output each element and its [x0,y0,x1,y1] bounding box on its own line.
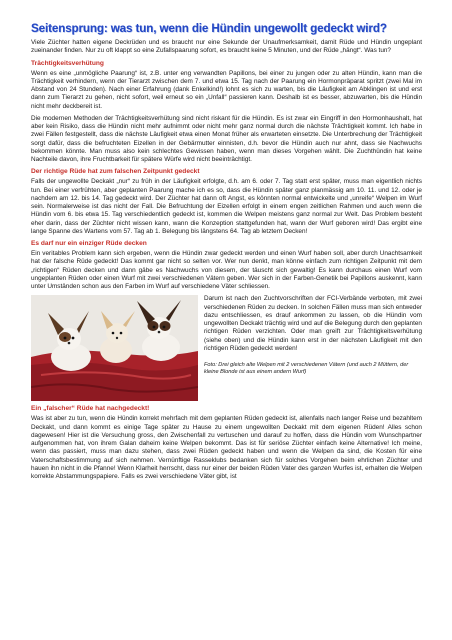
section-heading-ein-ruede: Es darf nur ein einziger Rüde decken [31,240,147,247]
intro-paragraph: Viele Züchter hatten eigene Deckrüden und es braucht nur eine Sekunde der Unaufmerksamkeit, damit Rüde und Hündin ungeplant zueinander finden. Nur zu oft klappt so eine Zufallspaarung sofort, es braucht keine 5 Minuten, und der Rüde „hängt“. Was tun? [31,39,422,55]
puppies-illustration [31,295,198,401]
section-paragraph: Wenn es eine „unmögliche Paarung“ ist, z.B. unter eng verwandten Papillons, bei einer zu jungen oder zu alten Hündin, kann man die Trächtigkeit verhindern, wenn der Tierarzt zwischen dem 7. und etwa 15. Tag nach der Paarung ein Hormonpräparat spritzt (zwei Mal im Abstand von 24 Stunden). Nach einer Erfahrung (dank Enkelkind!) lohnt es sich zu warten, bis die Läufigkeit am Abklingen ist und erst dann zum Tierarzt zu gehen, nicht sofort, weil erneut so ein „Unfall“ passieren kann. Deshalb ist es besser, abzuwarten, bis die Hündin nicht mehr deckbereit ist. [31,69,422,110]
section-heading-nachgedeckt: Ein „falscher“ Rüde hat nachgedeckt! [31,405,150,413]
section-heading-zeitpunkt: Der richtige Rüde hat zum falschen Zeitpunkt gedeckt [31,168,200,176]
section-paragraph: Was ist aber zu tun, wenn die Hündin korrekt mehrfach mit dem geplanten Rüden gedeckt ist, allenfalls nach langer Reise und bezahltem Deckakt, und dann kommt es einige Tage später zu Hause zu einem ungewollten Deckakt mit dem eigenen Rüden! Alles schon dagewesen! Hier ist die Versuchung gross, den Zwischenfall zu vertuschen und darauf zu hoffen, dass die Hündin vom Wunschpartner aufgenommen hat, von ihrem Galan daheim keine Welpen bekommt. Das ist für seriöse Züchter einfach keine Alternative! Ich meine, wenn das passiert, muss man dazu stehen, dass zwei Rüden gedeckt haben und wenn die Welpen da sind, die Kosten für eine Vaterschaftsbestimmung auf sich nehmen. Vernünftige Rasseklubs bedanken sich für solches Vorgehen beim ehrlichen Züchter und hauen ihn nicht in die Pfanne! Wenn Klarheit herrscht, dass nur einer der beiden Rüden Vater des ganzen Wurfes ist, erhalten die Welpen korrekte Abstammungspapiere. Falls es zwei verschiedene Väter gibt, ist [31,415,422,480]
page-title: Seitensprung: was tun, wenn die Hündin ungewollt gedeckt wird? [31,22,387,35]
photo-side-text: Darum ist nach den Zuchtvorschriften der FCI-Verbände verboten, mit zwei verschiedenen Rüden zu decken. In solchen Fällen muss man sich entweder dazu entschliessen, es drauf ankommen zu lassen, ob die Hündin vom ungewollten Deckakt trächtig wird und auf die Belegung durch den geplanten richtigen Rüden verzichten. Oder man greift zur Trächtigkeitsverhütung (siehe oben) und die Hündin kann erst in der nächsten Läufigkeit mit den richtigen Rüden gedeckt werden! [204,295,422,352]
section-paragraph: Falls der ungewollte Deckakt „nur“ zu früh in der Läufigkeit erfolgte, d.h. am 6. oder 7. Tag statt erst später, muss man eigentlich nichts tun. Bei einer verfrühten, aber geplanten Paarung mache ich es so, dass die Hündin später ganz planmässig am 10. 11. und 12. oder je nachdem am 12. bis 14. Tag gedeckt wird. Der Züchter hat dann oft Angst, es könnten normal entwickelte und „unreife“ Welpen im Wurf sein. Normalerweise ist das nicht der Fall. Die Befruchtung der Eizellen erfolgt in einem engen zeitlichen Rahmen und auch wenn die Hündin vom 6. bis etwa 15. Tag verschiedentlich gedeckt ist, kommen die Welpen meistens ganz normal zur Welt. Das Problem besteht eher darin, dass der Züchter nicht wissen kann, wann die Konzeption stattgefunden hat, wann der Wurf geboren wird! Das ergibt eine lange Spanne des Wartens vom 57. Tag ab 1. Belegung bis längstens 64. Tag ab letztem Decken! [31,178,422,235]
photo-block [31,295,422,405]
puppies-photo [31,295,198,401]
photo-caption: Foto: Drei gleich alte Welpen mit 2 verschiedenen Vätern (und auch 2 Müttern, der kleine Blonde ist aus einem andern Wurf) [204,362,409,376]
section-heading-verhuetung: Trächtigkeitsverhütung [31,59,104,67]
section-paragraph: Ein veritables Problem kann sich ergeben, wenn die Hündin zwar gedeckt werden und einen Wurf haben soll, aber durch Unachtsamkeit hat der falsche Rüde gedeckt! Das kommt gar nicht so selten vor. Wer nun denkt, man könne einfach zum richtigen Zeitpunkt mit dem „richtigen“ Rüden decken und dann gäbe es Nachwuchs von diesem, der täuscht sich gewaltig! Es kann durchaus einen Wurf vom ungeplanten Rüden oder einen Wurf mit zwei verschiedenen Vätern geben. Wer sich in der Farben-Genetik bei Papillons auskennt, kann unter Umständen schon aus den Farben im Wurf auf verschiedene Väter schliessen. [31,250,422,290]
section-paragraph: Die modernen Methoden der Trächtigkeitsverhütung sind nicht riskant für die Hündin. Es ist zwar ein Eingriff in den Hormonhaushalt, hat aber kein Risiko, dass die Hündin nicht mehr aufnimmt oder nicht mehr ganz normal durch die nächste Trächtigkeit kommt. Ich habe in zwei Fällen festgestellt, dass die nächste Läufigkeit etwa einen Monat früher als erwarteten einsetzte. Die Unterbrechung der Trächtigkeit sorgt dafür, dass die befruchteten Eizellen in der Gebärmutter einnisten, d.h. bevor die Hündin auch nur ahnt, dass sie Nachwuchs bekommen könnte. Man muss also kein schlechtes Gewissen haben, wenn man dieses Vorgehen wählt. Die Zuchthündin hat keine Nachteile davon, ihre Fruchtbarkeit für spätere Würfe wird nicht beeinträchtigt. [31,114,422,163]
